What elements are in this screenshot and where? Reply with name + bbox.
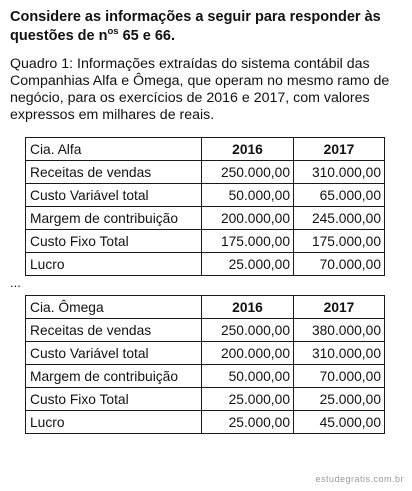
table-row — [26, 230, 385, 253]
year-2016-header: 2016 — [202, 296, 294, 319]
table-header-row — [26, 138, 385, 161]
value-2016: 25.000,00 — [202, 253, 294, 276]
year-2016-header: 2016 — [202, 138, 294, 161]
row-label: Lucro — [26, 253, 202, 276]
value-2016: 175.000,00 — [202, 230, 294, 253]
value-2016: 50.000,00 — [202, 365, 294, 388]
row-label: Lucro — [26, 411, 202, 434]
value-2016: 250.000,00 — [202, 161, 294, 184]
row-label: Custo Variável total — [26, 342, 202, 365]
value-2017: 65.000,00 — [294, 184, 385, 207]
value-2017: 175.000,00 — [294, 230, 385, 253]
heading-superscript: os — [107, 26, 119, 37]
question-heading — [10, 8, 406, 46]
row-label: Margem de contribuição — [26, 207, 202, 230]
value-2017: 310.000,00 — [294, 161, 385, 184]
value-2016: 250.000,00 — [202, 319, 294, 342]
row-label: Custo Fixo Total — [26, 388, 202, 411]
value-2017: 25.000,00 — [294, 388, 385, 411]
value-2017: 70.000,00 — [294, 365, 385, 388]
value-2016: 200.000,00 — [202, 342, 294, 365]
table-row — [26, 411, 385, 434]
value-2016: 50.000,00 — [202, 184, 294, 207]
value-2017: 380.000,00 — [294, 319, 385, 342]
value-2017: 245.000,00 — [294, 207, 385, 230]
table-cia-omega — [25, 295, 385, 434]
year-2017-header: 2017 — [294, 296, 385, 319]
table-header-row — [26, 296, 385, 319]
row-label: Margem de contribuição — [26, 365, 202, 388]
table-row — [26, 388, 385, 411]
heading-text-before: Considere as informações a seguir para responder às questões de n — [10, 9, 381, 44]
table-row — [26, 342, 385, 365]
value-2016: 25.000,00 — [202, 411, 294, 434]
value-2017: 45.000,00 — [294, 411, 385, 434]
ellipsis-separator: ... — [10, 275, 21, 290]
year-2017-header: 2017 — [294, 138, 385, 161]
table-row — [26, 319, 385, 342]
site-watermark: estudegratis.com.br — [315, 474, 404, 484]
heading-text-after: 65 e 66. — [118, 28, 176, 44]
table-row — [26, 365, 385, 388]
table-cia-alfa — [25, 137, 385, 276]
table-row — [26, 161, 385, 184]
value-2017: 310.000,00 — [294, 342, 385, 365]
company-name: Cia. Alfa — [26, 138, 202, 161]
table-row — [26, 184, 385, 207]
row-label: Custo Variável total — [26, 184, 202, 207]
company-name: Cia. Ômega — [26, 296, 202, 319]
row-label: Receitas de vendas — [26, 161, 202, 184]
row-label: Custo Fixo Total — [26, 230, 202, 253]
table-row — [26, 207, 385, 230]
value-2016: 200.000,00 — [202, 207, 294, 230]
quadro-intro-text: Quadro 1: Informações extraídas do sistema contábil das Companhias Alfa e Ômega, que operam no mesmo ramo de negócio, para os exercícios de 2016 e 2017, com valores expressos em milhares de reais. — [10, 56, 390, 123]
table-row — [26, 253, 385, 276]
value-2017: 70.000,00 — [294, 253, 385, 276]
value-2016: 25.000,00 — [202, 388, 294, 411]
row-label: Receitas de vendas — [26, 319, 202, 342]
